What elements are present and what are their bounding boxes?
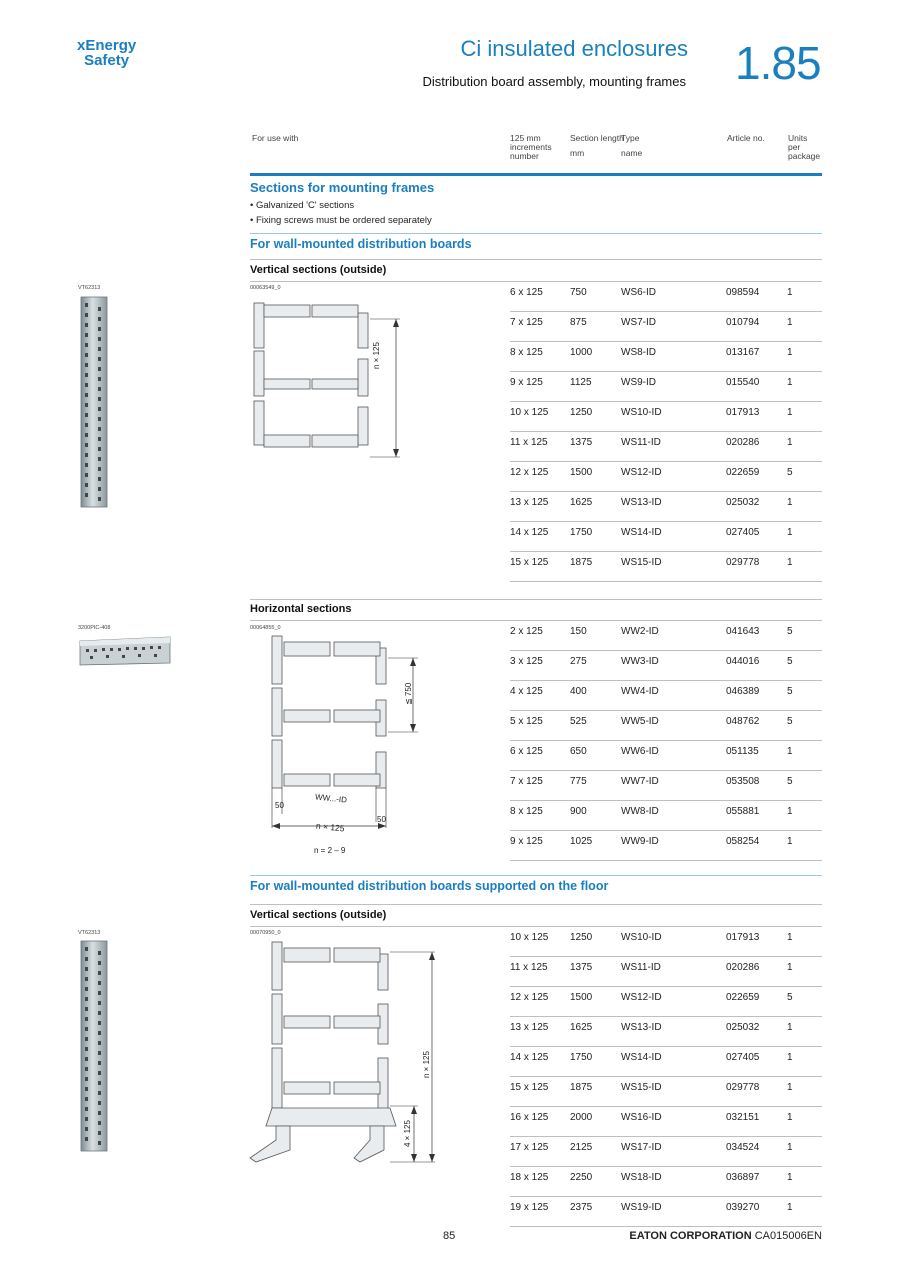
divider [250,233,822,234]
cell-type: WW3-ID [621,656,659,667]
cell-type: WS15-ID [621,1082,662,1093]
cell-increments: 19 x 125 [510,1202,549,1213]
cell-article: 039270 [726,1202,760,1213]
cell-type: WS9-ID [621,377,656,388]
cell-length: 1375 [570,437,593,448]
cell-units: 1 [787,317,793,328]
table-row [510,312,822,342]
dim-750: ≦ 750 [404,682,413,705]
cell-length: 1500 [570,992,593,1003]
cell-units: 5 [787,776,793,787]
col-use-with: For use with [252,133,299,143]
cell-article: 027405 [726,527,760,538]
cell-article: 027405 [726,1052,760,1063]
cell-increments: 10 x 125 [510,407,549,418]
group2-vertical-title: Vertical sections (outside) [250,909,387,921]
cell-length: 750 [570,287,587,298]
cell-units: 1 [787,497,793,508]
footer-doc-code: CA015006EN [754,1230,822,1242]
cell-units: 1 [787,746,793,757]
cell-type: WS11-ID [621,962,661,973]
group1-horizontal-title: Horizontal sections [250,603,352,615]
table-row [510,522,822,552]
brand-logo [77,38,136,68]
footer-page-number: 85 [443,1230,456,1242]
cell-article: 051135 [726,746,759,757]
table-row [510,402,822,432]
cell-type: WS12-ID [621,992,662,1003]
col-units-l1: Units [788,133,808,143]
cell-type: WW4-ID [621,686,659,697]
cell-units: 5 [787,626,793,637]
cell-article: 010794 [726,317,760,328]
cell-units: 1 [787,1082,793,1093]
cell-length: 400 [570,686,587,697]
cell-increments: 17 x 125 [510,1142,549,1153]
cell-increments: 7 x 125 [510,776,543,787]
cell-article: 032151 [726,1112,760,1123]
cell-length: 2125 [570,1142,593,1153]
col-length-l2: mm [570,148,585,158]
cell-units: 1 [787,806,793,817]
cell-units: 1 [787,527,793,538]
bullet-screws: • Fixing screws must be ordered separately [250,215,432,226]
table-row [510,492,822,522]
cell-units: 1 [787,1142,793,1153]
table-row [510,831,822,861]
table-row [510,621,822,651]
col-type-l2: name [621,148,643,158]
cell-article: 025032 [726,1022,760,1033]
cell-units: 5 [787,992,793,1003]
cell-increments: 12 x 125 [510,467,549,478]
cell-article: 036897 [726,1172,760,1183]
dim-n125: n × 125 [372,342,381,369]
cell-article: 053508 [726,776,760,787]
cell-increments: 11 x 125 [510,437,548,448]
cell-length: 875 [570,317,587,328]
cell-article: 098594 [726,287,760,298]
cell-type: WW6-ID [621,746,659,757]
drawing-label: 00063549_0 [250,285,281,291]
cell-type: WS10-ID [621,407,662,418]
cell-length: 775 [570,776,587,787]
dim-n125-floor: n × 125 [422,1051,431,1078]
cell-type: WS14-ID [621,1052,662,1063]
table-row [510,552,822,582]
cell-article: 034524 [726,1142,760,1153]
table-row [510,1107,822,1137]
table-row [510,957,822,987]
cell-units: 1 [787,836,793,847]
photo-label: 3200PIC-408 [78,625,111,631]
cell-type: WW9-ID [621,836,659,847]
cell-increments: 7 x 125 [510,317,543,328]
cell-increments: 12 x 125 [510,992,549,1003]
cell-type: WS19-ID [621,1202,662,1213]
cell-article: 025032 [726,497,760,508]
cell-article: 055881 [726,806,760,817]
table-row [510,1197,822,1227]
cell-increments: 3 x 125 [510,656,543,667]
cell-increments: 11 x 125 [510,962,548,973]
cell-units: 5 [787,467,793,478]
cell-increments: 5 x 125 [510,716,543,727]
cell-units: 1 [787,1022,793,1033]
cell-units: 1 [787,932,793,943]
cell-units: 1 [787,1202,793,1213]
col-units [788,134,820,161]
page-subtitle: Distribution board assembly, mounting frames [422,74,686,89]
cell-units: 1 [787,347,793,358]
cell-units: 1 [787,1172,793,1183]
cell-article: 015540 [726,377,760,388]
cell-units: 5 [787,656,793,667]
cell-type: WW7-ID [621,776,659,787]
table-row [510,372,822,402]
col-units-l2: per [788,142,801,152]
cell-type: WS6-ID [621,287,656,298]
table-row [510,432,822,462]
cell-increments: 8 x 125 [510,347,543,358]
cell-increments: 6 x 125 [510,746,543,757]
vertical-section-photo-floor [81,941,109,1153]
cell-increments: 2 x 125 [510,626,543,637]
drawing-label: 00070950_0 [250,930,281,936]
cell-article: 022659 [726,467,760,478]
cell-length: 1875 [570,557,593,568]
cell-increments: 10 x 125 [510,932,549,943]
table-row [510,711,822,741]
cell-article: 017913 [726,932,760,943]
cell-increments: 13 x 125 [510,1022,549,1033]
cell-increments: 18 x 125 [510,1172,549,1183]
footer-corporation [629,1230,822,1242]
drawing-label: 00064855_0 [250,625,281,631]
group2-heading: For wall-mounted distribution boards supported on the floor [250,879,609,893]
cell-type: WS12-ID [621,467,662,478]
cell-type: WS10-ID [621,932,662,943]
col-units-l3: package [788,151,821,161]
cell-length: 1250 [570,407,593,418]
cell-length: 1750 [570,1052,593,1063]
cell-length: 525 [570,716,587,727]
cell-units: 1 [787,437,793,448]
cell-type: WS15-ID [621,557,662,568]
bullet-galvanized: • Galvanized 'C' sections [250,200,355,211]
cell-type: WS18-ID [621,1172,662,1183]
cell-length: 2375 [570,1202,593,1213]
sections-title: Sections for mounting frames [250,180,435,195]
brand-line2: Safety [84,52,130,69]
table-row [510,651,822,681]
table-row [510,771,822,801]
dim-50-right: 50 [377,815,386,824]
cell-length: 1625 [570,1022,593,1033]
cell-units: 1 [787,962,793,973]
cell-units: 1 [787,557,793,568]
divider [250,259,822,260]
group1-vertical-title: Vertical sections (outside) [250,264,387,276]
cell-units: 1 [787,1052,793,1063]
col-type [621,134,642,158]
cell-increments: 16 x 125 [510,1112,549,1123]
cell-increments: 14 x 125 [510,1052,549,1063]
horizontal-section-photo [78,635,174,667]
table-row [510,282,822,312]
cell-length: 1625 [570,497,593,508]
footer-corp-name: EATON CORPORATION [629,1230,752,1242]
table-row [510,681,822,711]
cell-type: WS7-ID [621,317,656,328]
vertical-section-photo [81,297,109,509]
header-rule [250,173,822,176]
table-row [510,1017,822,1047]
cell-increments: 8 x 125 [510,806,543,817]
table-row [510,1137,822,1167]
cell-units: 1 [787,407,793,418]
cell-article: 017913 [726,407,760,418]
table-row [510,927,822,957]
cell-increments: 6 x 125 [510,287,543,298]
dim-50-left: 50 [275,801,284,810]
cell-article: 022659 [726,992,760,1003]
cell-article: 013167 [726,347,760,358]
cell-units: 1 [787,287,793,298]
cell-length: 1125 [570,377,592,388]
page-title: Ci insulated enclosures [460,36,688,61]
cell-length: 1250 [570,932,593,943]
cell-units: 1 [787,1112,793,1123]
dim-ww-id: WW...-ID [314,792,348,805]
cell-length: 1750 [570,527,593,538]
cell-article: 058254 [726,836,760,847]
cell-article: 029778 [726,557,760,568]
cell-article: 048762 [726,716,760,727]
table-row [510,741,822,771]
brand-line1: xEnergy [77,37,137,54]
divider [250,875,822,876]
cell-type: WS16-ID [621,1112,662,1123]
table-row [510,1077,822,1107]
cell-units: 5 [787,716,793,727]
cell-increments: 14 x 125 [510,527,549,538]
cell-type: WS13-ID [621,497,662,508]
cell-length: 150 [570,626,587,637]
col-type-l1: Type [621,133,640,143]
divider [250,599,822,600]
cell-type: WS8-ID [621,347,656,358]
table-row [510,801,822,831]
cell-type: WS17-ID [621,1142,662,1153]
cell-type: WW5-ID [621,716,659,727]
cell-units: 5 [787,686,793,697]
cell-length: 2250 [570,1172,593,1183]
col-length-l1: Section length [570,133,624,143]
vertical-frame-drawing [250,297,410,462]
cell-increments: 15 x 125 [510,557,549,568]
cell-increments: 13 x 125 [510,497,549,508]
page-section-number: 1.85 [735,37,821,89]
cell-type: WW2-ID [621,626,659,637]
cell-type: WS13-ID [621,1022,662,1033]
cell-length: 1000 [570,347,593,358]
group1-heading: For wall-mounted distribution boards [250,237,472,251]
col-increments-l2: increments [510,142,552,152]
cell-type: WW8-ID [621,806,659,817]
table-row [510,1167,822,1197]
cell-length: 1375 [570,962,593,973]
col-increments-l3: number [510,151,539,161]
cell-article: 020286 [726,962,760,973]
cell-article: 029778 [726,1082,760,1093]
cell-article: 044016 [726,656,760,667]
cell-article: 020286 [726,437,760,448]
col-increments [510,134,552,161]
divider [250,904,822,905]
cell-type: WS14-ID [621,527,662,538]
table-row [510,342,822,372]
cell-type: WS11-ID [621,437,661,448]
dim-n-range: n = 2 – 9 [314,846,346,855]
table-row [510,462,822,492]
cell-length: 2000 [570,1112,593,1123]
dim-4x125: 4 × 125 [403,1120,412,1147]
cell-length: 650 [570,746,587,757]
cell-increments: 9 x 125 [510,377,543,388]
cell-length: 900 [570,806,587,817]
col-article: Article no. [727,133,765,143]
cell-article: 046389 [726,686,760,697]
cell-length: 275 [570,656,587,667]
cell-length: 1500 [570,467,593,478]
cell-increments: 9 x 125 [510,836,543,847]
cell-length: 1875 [570,1082,593,1093]
cell-length: 1025 [570,836,593,847]
cell-units: 1 [787,377,793,388]
col-section-length [570,134,624,158]
cell-article: 041643 [726,626,760,637]
table-row [510,1047,822,1077]
col-increments-l1: 125 mm [510,133,541,143]
table-row [510,987,822,1017]
photo-label: VT62313 [78,285,101,291]
cell-increments: 15 x 125 [510,1082,549,1093]
photo-label: VT62313 [78,930,101,936]
dim-n125-h: n × 125 [315,820,346,834]
cell-increments: 4 x 125 [510,686,543,697]
